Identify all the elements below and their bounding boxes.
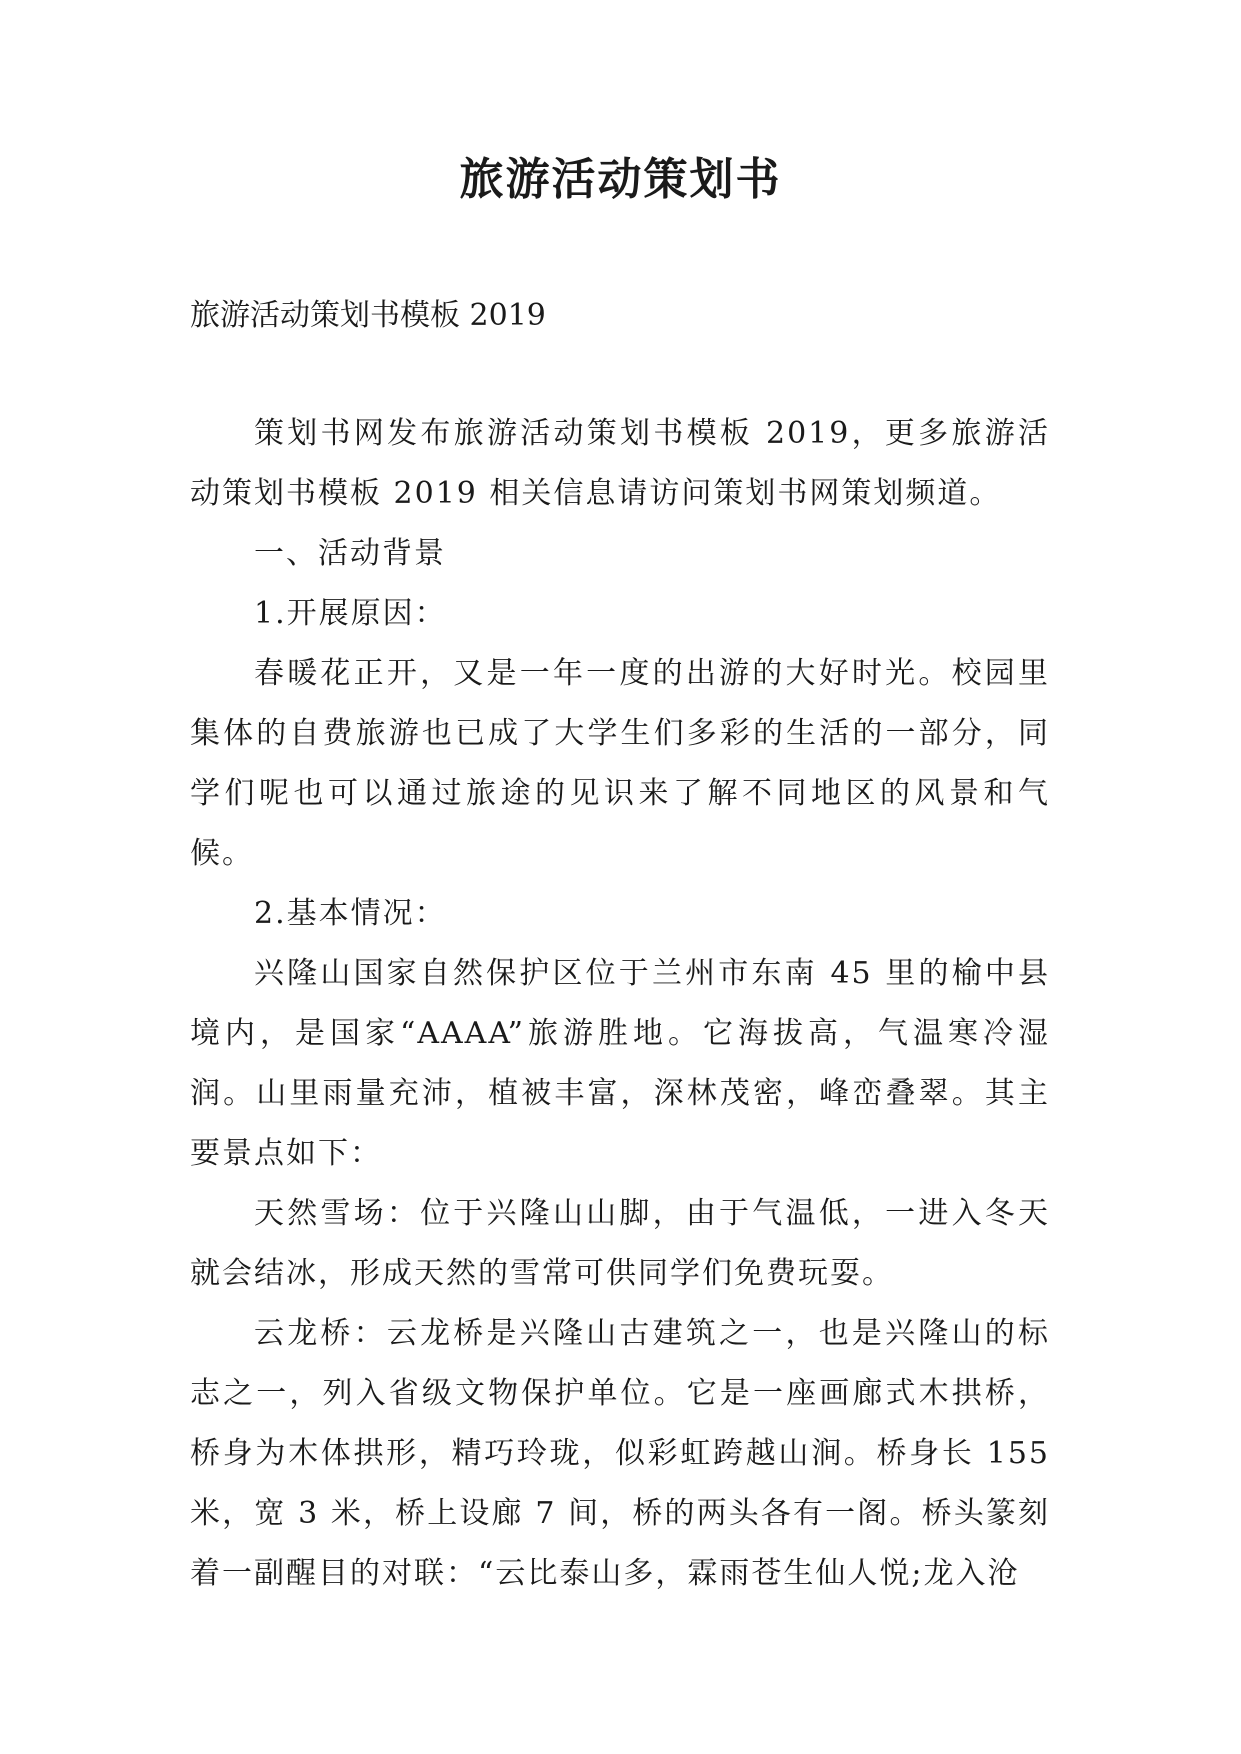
document-subtitle: 旅游活动策划书模板 2019 — [190, 298, 546, 333]
document-body — [190, 404, 1050, 1604]
document-title: 旅游活动策划书 — [459, 154, 782, 205]
paragraph-intro: 策划书网发布旅游活动策划书模板 2019，更多旅游活动策划书模板 2019 相关信息请访问策划书网策划频道。 — [190, 416, 1050, 511]
subheading-reason: 1.开展原因： — [254, 596, 447, 631]
paragraph-snow-field: 天然雪场：位于兴隆山山脚，由于气温低，一进入冬天就会结冰，形成天然的雪常可供同学们免费玩耍。 — [190, 1196, 1050, 1291]
paragraph-reason: 春暖花正开，又是一年一度的出游的大好时光。校园里集体的自费旅游也已成了大学生们多彩的生活的一部分，同学们呢也可以通过旅途的见识来了解不同地区的风景和气候。 — [190, 656, 1050, 871]
paragraph-yunlong-bridge: 云龙桥：云龙桥是兴隆山古建筑之一，也是兴隆山的标志之一，列入省级文物保护单位。它是一座画廊式木拱桥，桥身为木体拱形，精巧玲珑，似彩虹跨越山涧。桥身长 155 米，宽 3 米，桥上设廊 7 间，桥的两头各有一阁。桥头篆刻着一副醒目的对联：“云比泰山多，霖雨苍生仙人悦;龙入沧 — [190, 1316, 1050, 1591]
paragraph-location: 兴隆山国家自然保护区位于兰州市东南 45 里的榆中县境内，是国家“AAAA”旅游胜地。它海拔高，气温寒冷湿润。山里雨量充沛，植被丰富，深林茂密，峰峦叠翠。其主要景点如下： — [190, 956, 1050, 1171]
subheading-basic-info: 2.基本情况： — [254, 896, 447, 931]
heading-activity-background: 一、活动背景 — [254, 536, 446, 571]
